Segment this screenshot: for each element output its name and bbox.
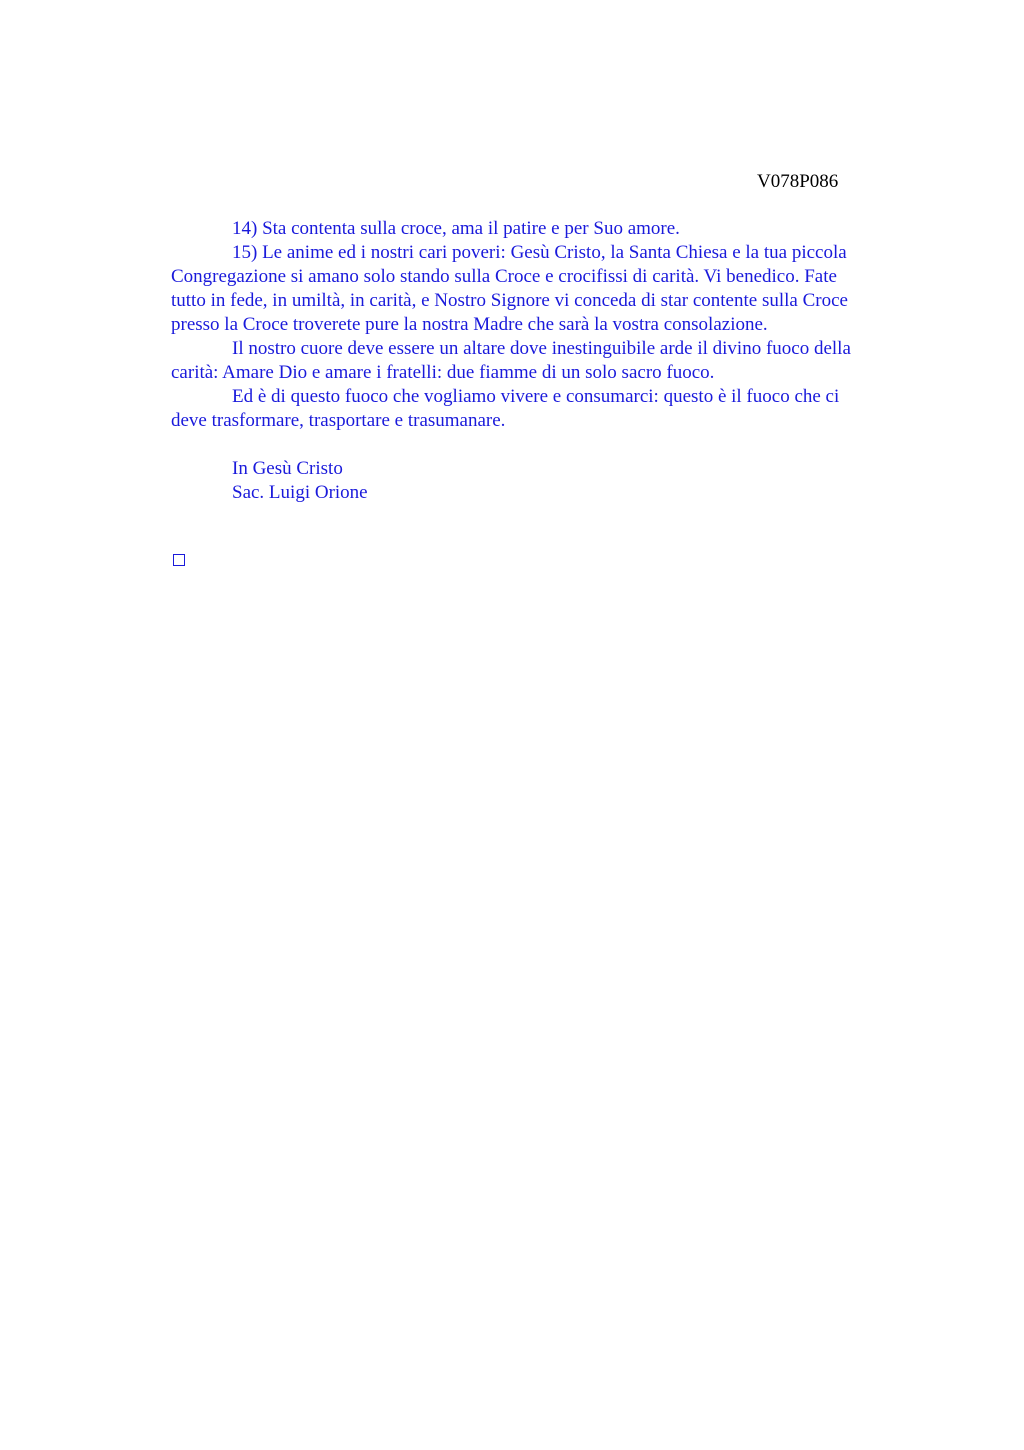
signature: Sac. Luigi Orione — [232, 482, 368, 503]
paragraph-fire: Ed è di questo fuoco che vogliamo vivere e consumarci: questo è il fuoco che ci deve trasformare, trasportare e trasumanare. — [171, 386, 840, 431]
paragraph-heart-altar: Il nostro cuore deve essere un altare dove inestinguibile arde il divino fuoco della carità: Amare Dio e amare i fratelli: due fiamme di un solo sacro fuoco. — [171, 338, 851, 383]
page-reference: V078P086 — [757, 171, 839, 192]
paragraph-14: 14) Sta contenta sulla croce, ama il patire e per Suo amore. — [232, 218, 680, 239]
square-outline-icon — [173, 554, 185, 566]
letter-body — [171, 217, 916, 505]
paragraph-15: 15) Le anime ed i nostri cari poveri: Gesù Cristo, la Santa Chiesa e la tua piccola Congregazione si amano solo stando sulla Croce e crocifissi di carità. Vi benedico. Fate tutto in fede, in umiltà, in carità, e Nostro Signore vi conceda di star contente sulla Croce presso la Croce troverete pure la nostra Madre che sarà la vostra consolazione. — [171, 242, 848, 335]
blank-line — [171, 433, 916, 457]
closing-salutation: In Gesù Cristo — [232, 458, 343, 479]
